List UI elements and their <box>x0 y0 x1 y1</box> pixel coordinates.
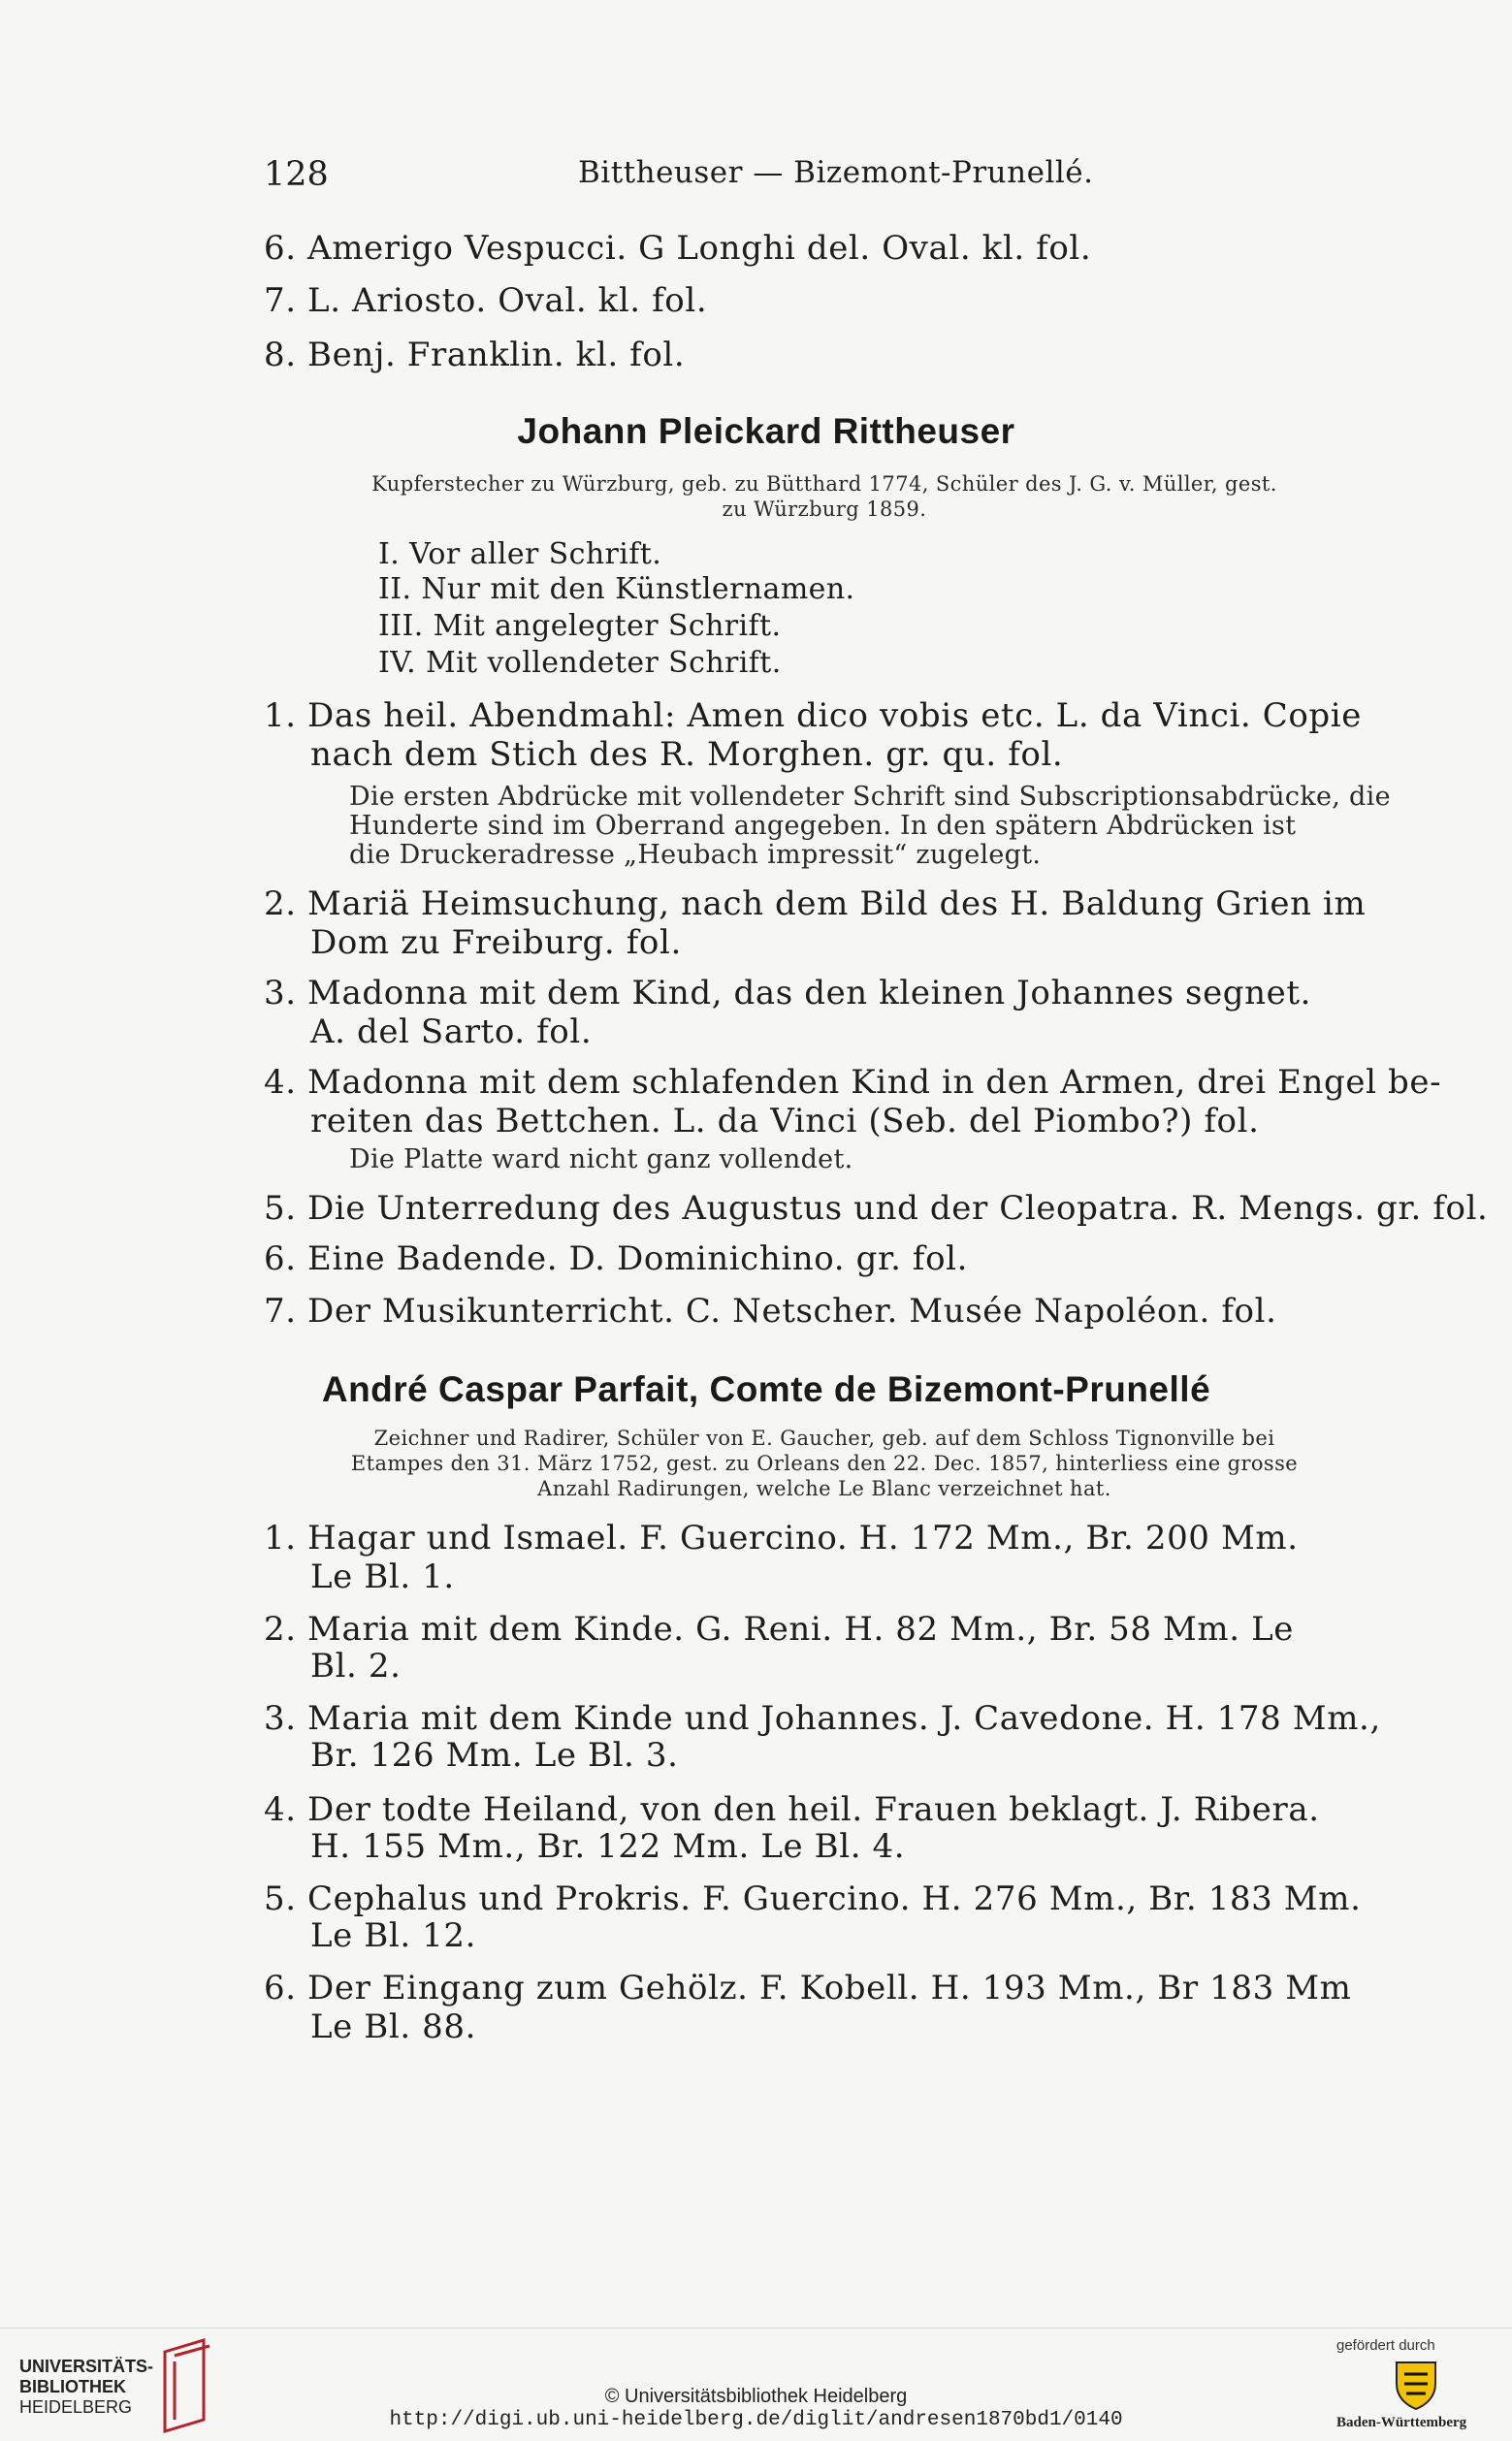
catalog-entry: 1. Das heil. Abendmahl: Amen dico vobis etc. L. da Vinci. Copie <box>264 696 1362 735</box>
prior-entry-7: 7. L. Ariosto. Oval. kl. fol. <box>264 281 708 320</box>
artist-heading-rittheuser: Johann Pleickard Rittheuser <box>517 411 1015 451</box>
catalog-entry-continuation: Le Bl. 88. <box>310 2007 477 2046</box>
artist-bio-line: Etampes den 31. März 1752, gest. zu Orleans den 22. Dec. 1857, hinterliess eine grosse <box>350 1452 1299 1475</box>
catalog-entry: 7. Der Musikunterricht. C. Netscher. Musée Napoléon. fol. <box>264 1292 1277 1331</box>
catalog-entry-continuation: Br. 126 Mm. Le Bl. 3. <box>310 1736 679 1775</box>
entry-note: Die ersten Abdrücke mit vollendeter Schrift sind Subscriptionsabdrücke, die <box>349 782 1391 812</box>
catalog-entry: 4. Der todte Heiland, von den heil. Frauen beklagt. J. Ribera. <box>264 1790 1320 1829</box>
funding-label: gefördert durch <box>1336 2337 1435 2354</box>
permalink-url[interactable]: http://digi.ub.uni-heidelberg.de/diglit/andresen1870bd1/0140 <box>389 2409 1123 2431</box>
entry-note: die Druckeradresse „Heubach impressit“ zugelegt. <box>349 840 1042 870</box>
state-item: I. Vor aller Schrift. <box>378 537 662 571</box>
running-head: Bittheuser — Bizemont-Prunellé. <box>578 155 1094 190</box>
catalog-entry: 6. Eine Badende. D. Dominichino. gr. fol. <box>264 1239 969 1278</box>
footer-divider <box>0 2328 1512 2329</box>
catalog-entry: 3. Maria mit dem Kinde und Johannes. J. Cavedone. H. 178 Mm., <box>264 1699 1381 1738</box>
catalog-entry: 1. Hagar und Ismael. F. Guercino. H. 172 Mm., Br. 200 Mm. <box>264 1519 1299 1558</box>
artist-bio-line: Zeichner und Radirer, Schüler von E. Gaucher, geb. auf dem Schloss Tignonville bei <box>373 1427 1275 1450</box>
funder-name: Baden-Württemberg <box>1336 2415 1467 2430</box>
state-item: II. Nur mit den Künstlernamen. <box>378 572 855 606</box>
library-name-line: UNIVERSITÄTS- <box>19 2357 154 2376</box>
catalog-entry-continuation: H. 155 Mm., Br. 122 Mm. Le Bl. 4. <box>310 1827 906 1866</box>
catalog-entry-continuation: nach dem Stich des R. Morghen. gr. qu. fol. <box>310 735 1064 774</box>
prior-entry-8: 8. Benj. Franklin. kl. fol. <box>264 336 686 374</box>
artist-bio-line: Anzahl Radirungen, welche Le Blanc verzeichnet hat. <box>537 1477 1111 1500</box>
catalog-entry: 2. Maria mit dem Kinde. G. Reni. H. 82 Mm., Br. 58 Mm. Le <box>264 1610 1294 1649</box>
artist-bio-line: zu Würzburg 1859. <box>722 498 927 521</box>
library-name-line: BIBLIOTHEK <box>19 2377 126 2396</box>
catalog-entry-continuation: A. del Sarto. fol. <box>310 1012 593 1051</box>
state-item: III. Mit angelegter Schrift. <box>378 609 782 643</box>
state-item: IV. Mit vollendeter Schrift. <box>378 646 782 680</box>
catalog-entry-continuation: Dom zu Freiburg. fol. <box>310 923 682 962</box>
artist-bio-line: Kupferstecher zu Würzburg, geb. zu Bütthard 1774, Schüler des J. G. v. Müller, gest. <box>371 472 1277 496</box>
catalog-entry: 3. Madonna mit dem Kind, das den kleinen Johannes segnet. <box>264 974 1312 1012</box>
page-number: 128 <box>264 155 329 194</box>
catalog-entry-continuation: Le Bl. 12. <box>310 1916 477 1955</box>
catalog-entry-continuation: Bl. 2. <box>310 1647 402 1686</box>
prior-entry-6: 6. Amerigo Vespucci. G Longhi del. Oval. kl. fol. <box>264 229 1092 268</box>
copyright-notice: © Universitätsbibliothek Heidelberg <box>604 2386 908 2407</box>
catalog-entry: 6. Der Eingang zum Gehölz. F. Kobell. H. 193 Mm., Br 183 Mm <box>264 1969 1352 2007</box>
catalog-entry: 5. Die Unterredung des Augustus und der Cleopatra. R. Mengs. gr. fol. <box>264 1189 1489 1228</box>
baden-wuerttemberg-crest-icon <box>1393 2359 1439 2411</box>
catalog-entry: 4. Madonna mit dem schlafenden Kind in den Armen, drei Engel be- <box>264 1063 1442 1102</box>
catalog-entry: 2. Mariä Heimsuchung, nach dem Bild des H. Baldung Grien im <box>264 884 1367 923</box>
catalog-entry-continuation: reiten das Bettchen. L. da Vinci (Seb. del Piombo?) fol. <box>310 1102 1260 1140</box>
library-name-line: HEIDELBERG <box>19 2397 133 2417</box>
entry-note: Hunderte sind im Oberrand angegeben. In den spätern Abdrücken ist <box>349 811 1297 841</box>
catalog-entry: 5. Cephalus und Prokris. F. Guercino. H. 276 Mm., Br. 183 Mm. <box>264 1879 1362 1918</box>
entry-note: Die Platte ward nicht ganz vollendet. <box>349 1144 853 1174</box>
artist-heading-bizemont: André Caspar Parfait, Comte de Bizemont-Prunellé <box>321 1369 1211 1409</box>
catalog-entry-continuation: Le Bl. 1. <box>310 1558 455 1596</box>
